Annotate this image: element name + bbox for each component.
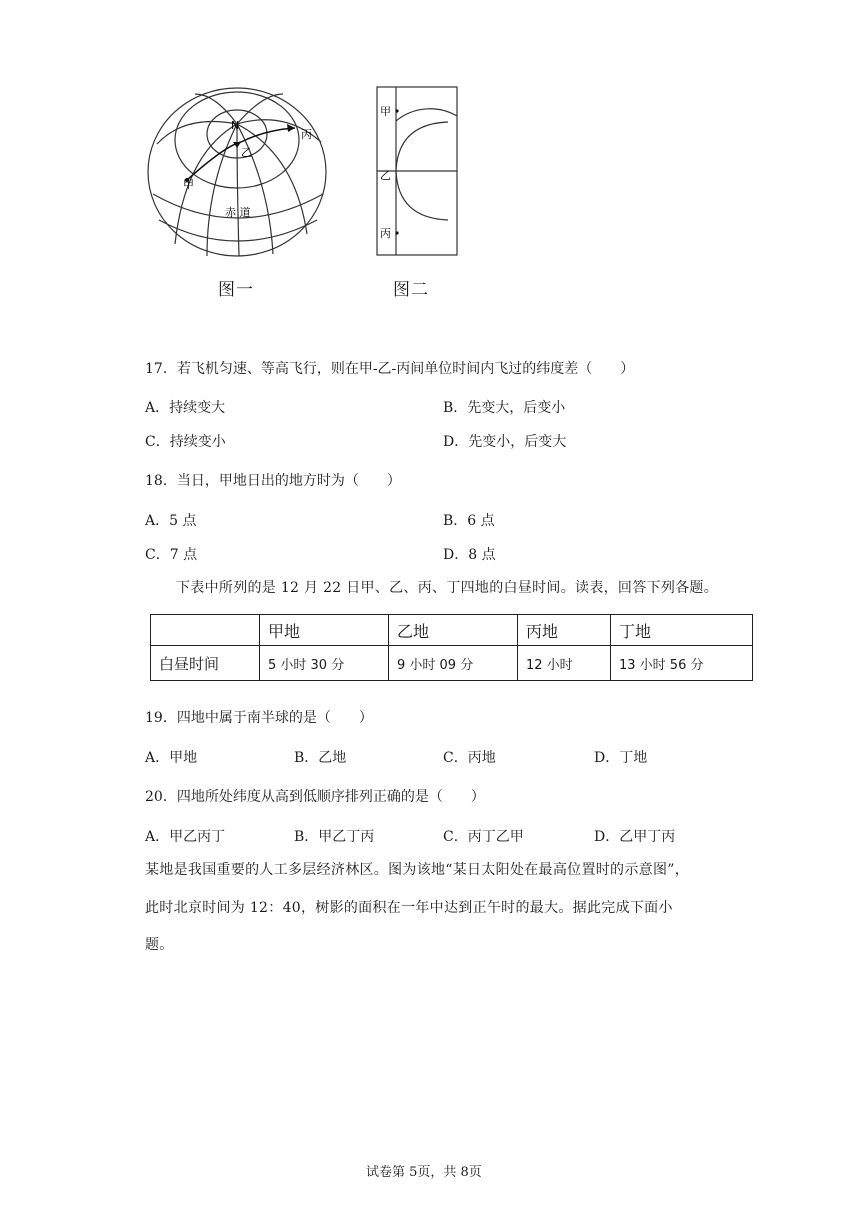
table-header-row (151, 615, 753, 646)
passage-line-1: 某地是我国重要的人工多层经济林区。图为该地“某日太阳处在最高位置时的示意图”， (145, 862, 690, 878)
figure-2-caption: 图二 (393, 280, 429, 300)
question-19: 19．四地中属于南半球的是（ ） (145, 710, 373, 726)
q18-option-a: A．5 点 (145, 513, 197, 529)
q20-option-b: B．甲乙丁丙 (294, 829, 375, 845)
table-header-cell: 甲地 (260, 615, 389, 646)
table-cell: 5 小时 30 分 (260, 646, 389, 681)
table-row-label: 白昼时间 (151, 646, 260, 681)
table-intro: 下表中所列的是 12 月 22 日甲、乙、丙、丁四地的白昼时间。读表，回答下列各题。 (176, 580, 719, 596)
globe-label-b: 乙 (241, 146, 252, 159)
question-20: 20．四地所处纬度从高到低顺序排列正确的是（ ） (145, 789, 485, 805)
q17-option-b: B．先变大，后变小 (443, 400, 566, 416)
q18-option-c: C．7 点 (145, 547, 198, 563)
diagram-label-c: 丙 (380, 227, 391, 240)
q17-option-a: A．持续变大 (145, 400, 226, 416)
table-header-cell: 丙地 (518, 615, 611, 646)
q19-option-d: D．丁地 (594, 750, 648, 766)
q17-option-c: C．持续变小 (145, 434, 226, 450)
globe-label-a: 甲 (183, 178, 194, 191)
q17-option-d: D．先变小，后变大 (443, 434, 567, 450)
q18-option-d: D．8 点 (443, 547, 496, 563)
figure-2-diagram (376, 86, 460, 258)
q19-option-b: B．乙地 (294, 750, 347, 766)
figure-1-caption: 图一 (218, 280, 254, 300)
q20-option-d: D．乙甲丁丙 (594, 829, 676, 845)
table-cell: 13 小时 56 分 (611, 646, 753, 681)
diagram-label-a: 甲 (380, 105, 391, 118)
table-header-cell: 丁地 (611, 615, 753, 646)
passage-line-2: 此时北京时间为 12：40，树影的面积在一年中达到正午时的最大。据此完成下面小 (145, 900, 673, 916)
daylight-table (150, 614, 753, 681)
diagram-label-b: 乙 (380, 169, 391, 182)
globe-equator-label: 赤 道 (225, 206, 251, 219)
page-footer: 试卷第 5页，共 8页 (366, 1165, 482, 1180)
globe-label-c: 丙 (301, 128, 312, 141)
q20-option-c: C．丙丁乙甲 (443, 829, 524, 845)
table-header-cell (151, 615, 260, 646)
table-cell: 12 小时 (518, 646, 611, 681)
question-18: 18．当日，甲地日出的地方时为（ ） (145, 473, 401, 489)
q19-option-a: A．甲地 (145, 750, 198, 766)
table-header-cell: 乙地 (389, 615, 518, 646)
globe-north-label: N (231, 119, 240, 132)
passage-line-3: 题。 (145, 937, 174, 953)
figure-1-globe (145, 84, 335, 260)
q19-option-c: C．丙地 (443, 750, 496, 766)
table-cell: 9 小时 09 分 (389, 646, 518, 681)
table-row (151, 646, 753, 681)
q20-option-a: A．甲乙丙丁 (145, 829, 226, 845)
question-17: 17．若飞机匀速、等高飞行，则在甲-乙-丙间单位时间内飞过的纬度差（ ） (145, 361, 635, 377)
q18-option-b: B．6 点 (443, 513, 495, 529)
